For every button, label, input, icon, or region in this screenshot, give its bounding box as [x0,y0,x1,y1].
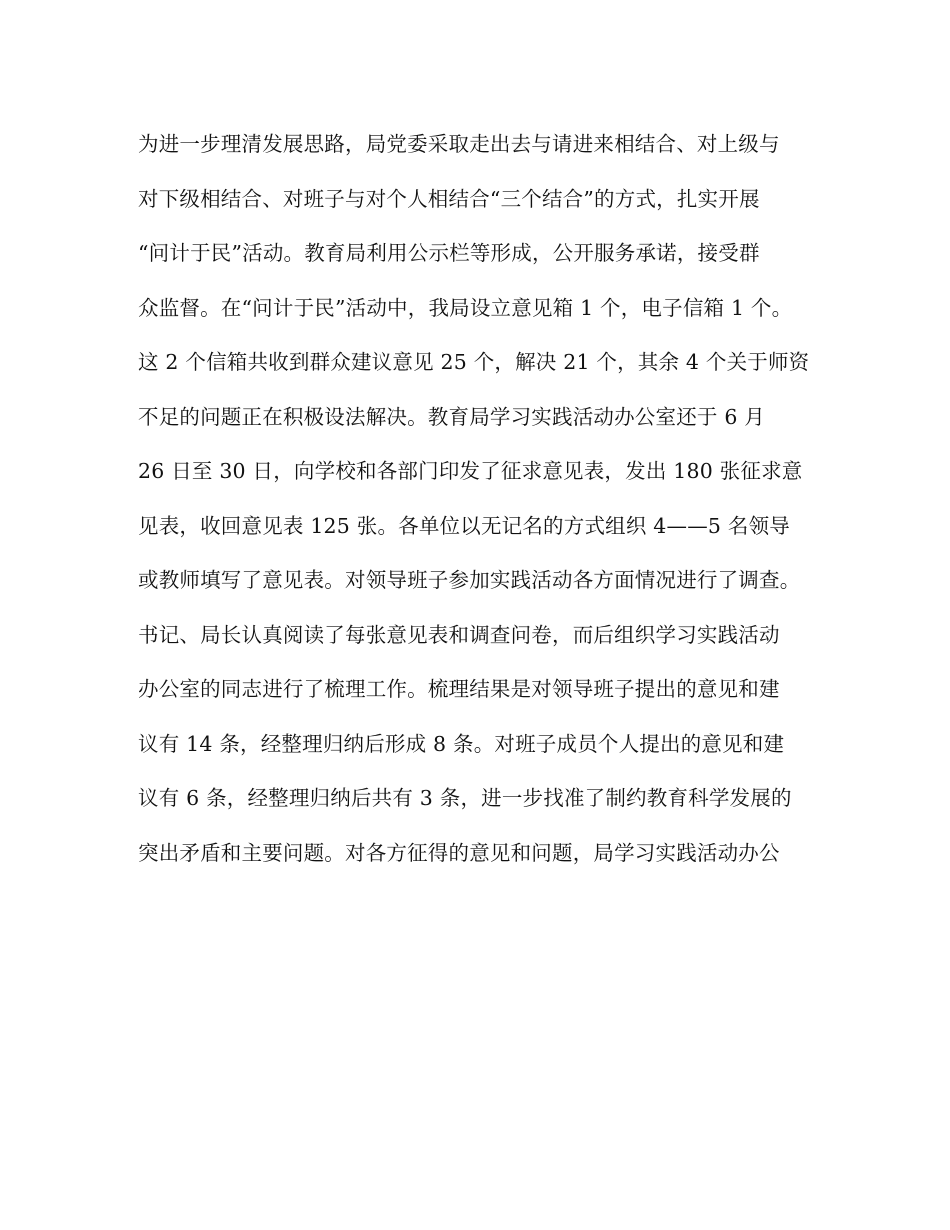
text-line: 见表，收回意见表 125 张。各单位以无记名的方式组织 4——5 名领导 [138,513,790,538]
text-line: 议有 14 条，经整理归纳后形成 8 条。对班子成员个人提出的意见和建 [138,731,785,756]
text-line: 为进一步理清发展思路，局党委采取走出去与请进来相结合、对上级与 [138,132,780,156]
text-line: 这 2 个信箱共收到群众建议意见 25 个，解决 21 个，其余 4 个关于师资 [138,350,810,374]
text-line: 突出矛盾和主要问题。对各方征得的意见和问题，局学习实践活动办公 [138,840,780,865]
text-line: 对下级相结合、对班子与对个人相结合“三个结合”的方式，扎实开展 [138,186,760,211]
text-line: 书记、局长认真阅读了每张意见表和调查问卷，而后组织学习实践活动 [138,622,780,647]
text-line: 办公室的同志进行了梳理工作。梳理结果是对领导班子提出的意见和建 [138,677,780,701]
text-line: “问计于民”活动。教育局利用公示栏等形成，公开服务承诺，接受群 [138,241,760,265]
text-line: 议有 6 条，经整理归纳后共有 3 条，进一步找准了制约教育科学发展的 [138,786,792,810]
text-line: 不足的问题正在积极设法解决。教育局学习实践活动办公室还于 6 月 [138,404,765,429]
text-line: 26 日至 30 日，向学校和各部门印发了征求意见表，发出 180 张征求意 [138,459,803,483]
body-text [138,126,838,889]
text-line: 众监督。在“问计于民”活动中，我局设立意见箱 1 个，电子信箱 1 个。 [138,295,793,320]
text-line: 或教师填写了意见表。对领导班子参加实践活动各方面情况进行了调查。 [138,568,801,592]
